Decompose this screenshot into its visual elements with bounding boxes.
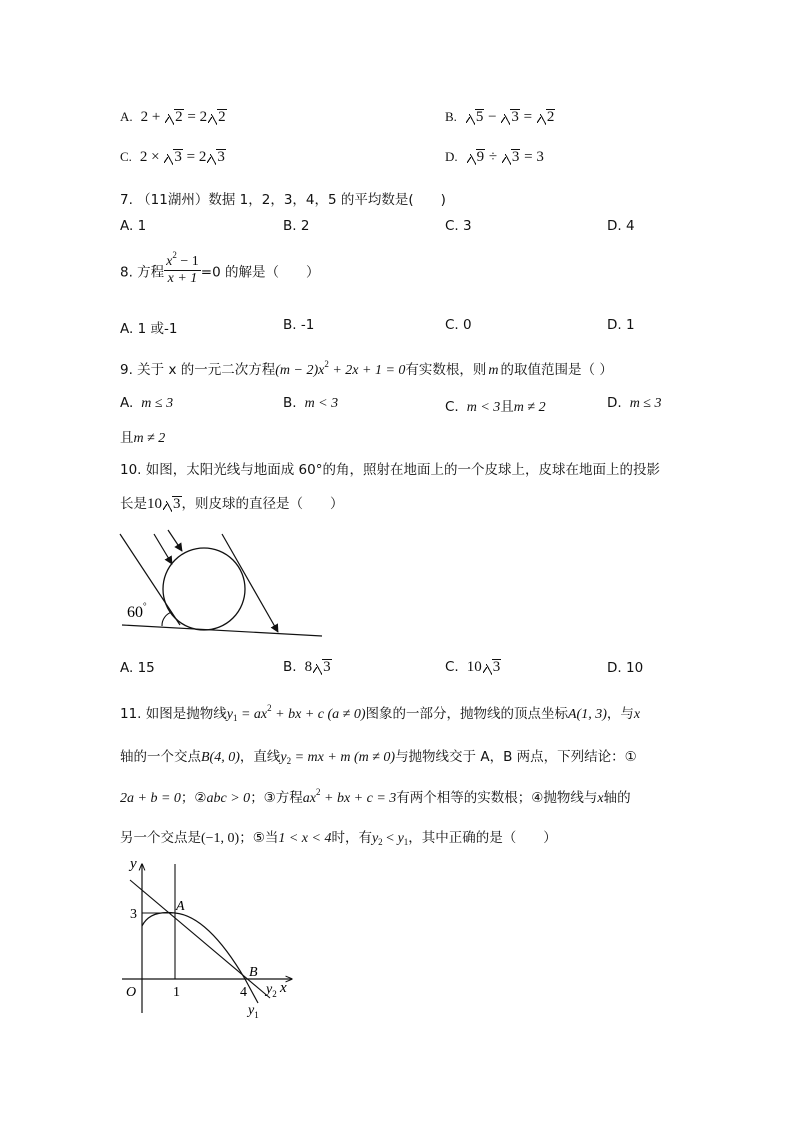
option-math: m ≤ 3	[141, 396, 174, 411]
q10-stem-line1: 10. 如图，太阳光线与地面成 60°的角，照射在地面上的一个皮球上，皮球在地面上的投影	[120, 462, 660, 478]
radicand: 3	[174, 149, 182, 165]
option-math: m ≠ 2	[133, 431, 166, 446]
q11-text: 有两个相等的实数根；④抛物线与	[396, 790, 598, 806]
q11-text: ；③方程	[250, 790, 303, 806]
q11-line-eq	[280, 750, 395, 765]
q7-stem: 7. （11湖州）数据 1，2，3，4，5 的平均数是( )	[120, 192, 446, 208]
sun-ray-2	[154, 534, 172, 564]
q11-text: ，直线	[239, 749, 281, 765]
q11-point-b: B(4, 0)	[201, 750, 240, 765]
eq-part: (m − 2)x	[275, 363, 325, 378]
radicand: 3	[511, 109, 519, 125]
q6-b-letter: B.	[445, 109, 457, 124]
q10-coef: 10	[147, 496, 162, 512]
q10-post: ，则皮球的直径是（ ）	[181, 496, 344, 512]
radicand: 9	[476, 149, 485, 165]
q11-parabola-eq	[226, 703, 366, 723]
sqrt	[163, 495, 182, 513]
eq-part: + 2x + 1 = 0	[328, 363, 406, 378]
q8-option-b: B. -1	[283, 317, 315, 333]
q9-mid: 有实数根，则	[405, 362, 487, 378]
radicand: 3	[492, 659, 501, 675]
q10-pre: 长是	[120, 496, 147, 512]
num-rest: − 1	[176, 254, 199, 269]
q11-text: ，与	[606, 706, 634, 722]
eq-y: y	[371, 831, 379, 846]
eq-y: y	[280, 750, 287, 765]
q11-point-a: A(1, 3)	[568, 707, 607, 722]
label-y1: $y_1$	[248, 1003, 259, 1020]
q8-stem	[120, 250, 320, 287]
sqrt	[502, 148, 521, 166]
q6-option-d	[445, 148, 544, 166]
label-x: x	[280, 980, 287, 996]
q9-option-a	[120, 395, 173, 412]
line-y2	[130, 880, 270, 998]
label-4: 4	[240, 985, 247, 1000]
option-letter: C.	[445, 399, 459, 415]
q11-eq	[302, 787, 397, 806]
radicand: 3	[173, 496, 181, 512]
option-coef: 10	[466, 659, 482, 675]
option-letter: B.	[283, 659, 297, 675]
sqrt	[313, 658, 332, 676]
q10-option-c	[445, 658, 501, 676]
sqrt	[483, 658, 502, 676]
sqrt	[467, 148, 486, 166]
label-1: 1	[173, 985, 180, 1000]
sqrt	[466, 108, 485, 126]
option-letter: B.	[283, 395, 297, 411]
radicand: 3	[217, 149, 225, 165]
eq-sub: 1	[232, 713, 238, 723]
q9-option-d-continued	[120, 426, 165, 447]
q10-option-b	[283, 658, 332, 676]
eq-y: y	[226, 707, 233, 722]
radicand: 3	[511, 149, 520, 165]
q8-option-a: A. 1 或-1	[120, 321, 178, 337]
q6-c-letter: C.	[120, 149, 132, 164]
eq-sub: 2	[286, 756, 292, 766]
option-letter: A.	[120, 395, 134, 411]
eq-exp: 2	[267, 703, 272, 713]
eq-part: = mx + m (m ≠ 0)	[291, 750, 396, 765]
sun-ray-3	[168, 530, 182, 551]
option-math: m < 3	[466, 400, 501, 415]
eq-part: ax	[302, 791, 317, 806]
q11-text: 与抛物线交于 A，B 两点，下列结论：①	[395, 749, 637, 765]
num-exp: 2	[172, 250, 177, 260]
q11-graph-figure	[110, 850, 310, 1022]
label-y: y	[130, 856, 137, 872]
num-var: x	[166, 254, 173, 269]
eq-lt: <	[382, 831, 398, 846]
label-3: 3	[130, 907, 137, 922]
q9-prefix: 9. 关于 x 的一元二次方程	[120, 362, 276, 378]
q10-option-d: D. 10	[607, 660, 644, 676]
sqrt	[501, 108, 520, 126]
option-math: m ≤ 3	[629, 396, 662, 411]
q11-text: ；⑤当	[239, 830, 279, 846]
option-and: 且	[120, 430, 134, 446]
q8-option-d: D. 1	[607, 317, 635, 333]
q11-text: 另一个交点是	[120, 830, 201, 846]
q11-eq: 2a + b = 0	[120, 791, 181, 806]
q11-point: (−1, 0)	[201, 831, 240, 846]
q9-var: m	[488, 363, 499, 378]
eq-part: = ax	[237, 707, 268, 722]
q6-a-lhs: 2 +	[140, 109, 165, 125]
q10-stem-line2	[120, 492, 344, 513]
q11-text: ；②	[180, 790, 207, 806]
eq-sub: 1	[403, 837, 409, 847]
q8-option-c: C. 0	[445, 317, 472, 333]
eq-part: + bx + c = 3	[320, 791, 397, 806]
q11-ineq: 1 < x < 4	[278, 831, 332, 846]
q11-text: ，其中正确的是（ ）	[408, 830, 557, 846]
sqrt	[164, 148, 183, 166]
q9-option-b	[283, 395, 338, 412]
q6-c-eq: = 2	[182, 149, 207, 165]
sqrt	[208, 108, 227, 126]
q11-line2	[120, 745, 637, 766]
q10-sun-ball-figure	[110, 528, 330, 643]
q9-equation	[275, 359, 406, 378]
q6-d-letter: D.	[445, 149, 458, 164]
radicand: 2	[218, 109, 226, 125]
q11-x: x	[597, 791, 604, 806]
q9-option-d	[607, 395, 661, 412]
label-O: O	[126, 985, 137, 1000]
q6-option-b	[445, 108, 555, 126]
eq-part: + bx + c (a ≠ 0)	[271, 707, 366, 722]
sun-ray-right	[222, 534, 278, 632]
q9-stem	[120, 358, 613, 379]
q6-d-eq: = 3	[520, 149, 544, 165]
q7-option-b: B. 2	[283, 218, 310, 234]
eq-exp: 2	[316, 787, 321, 797]
radicand: 3	[323, 659, 331, 675]
option-coef: 8	[304, 659, 313, 675]
sqrt	[207, 148, 226, 166]
q11-line4	[120, 826, 557, 847]
option-letter: C.	[445, 659, 459, 675]
q11-x: x	[633, 707, 641, 722]
label-y2: $y_2$	[266, 982, 277, 999]
angle-label: 60°	[127, 601, 147, 621]
option-and: 且	[500, 399, 514, 415]
q7-option-d: D. 4	[607, 218, 635, 234]
q6-b-op: −	[484, 109, 501, 125]
q11-text: 轴的一个交点	[120, 749, 201, 765]
q6-c-lhs: 2 ×	[139, 149, 164, 165]
label-A: A	[176, 899, 185, 914]
q6-option-c	[120, 148, 226, 166]
q6-option-a	[120, 108, 227, 126]
q11-text: 轴的	[603, 790, 631, 806]
q11-line3	[120, 786, 631, 807]
q6-d-op: ÷	[485, 149, 501, 165]
radicand: 2	[546, 109, 555, 125]
ground-line	[122, 625, 322, 636]
label-B: B	[249, 965, 258, 980]
sqrt	[165, 108, 184, 126]
q6-b-eq: =	[519, 109, 536, 125]
q7-option-c: C. 3	[445, 218, 472, 234]
q6-a-eq: = 2	[183, 109, 208, 125]
q11-eq: abc > 0	[206, 791, 251, 806]
q11-text: 时，有	[331, 830, 372, 846]
angle-arc	[162, 612, 172, 626]
radicand: 5	[475, 109, 484, 125]
q9-option-c	[445, 395, 546, 416]
q8-fraction	[164, 250, 201, 287]
q6-a-letter: A.	[120, 109, 133, 124]
eq-y: y	[397, 831, 404, 846]
q11-text: 11. 如图是抛物线	[120, 706, 227, 722]
q11-compare	[372, 831, 408, 846]
fraction-denominator: x + 1	[167, 271, 198, 286]
q10-option-a: A. 15	[120, 660, 155, 676]
q11-text: 图象的一部分，抛物线的顶点坐标	[365, 706, 568, 722]
option-math: m ≠ 2	[513, 400, 546, 415]
eq-sub: 2	[378, 837, 383, 847]
fraction-numerator	[164, 250, 201, 271]
eq-exp: 2	[324, 359, 329, 369]
option-letter: D.	[607, 395, 622, 411]
q8-suffix: =0 的解是（ ）	[200, 264, 320, 281]
q8-prefix: 8. 方程	[120, 264, 165, 281]
option-math: m < 3	[304, 396, 339, 411]
q7-option-a: A. 1	[120, 218, 147, 234]
radicand: 2	[175, 109, 183, 125]
q9-suffix: 的取值范围是（ ）	[500, 362, 613, 378]
sqrt	[537, 108, 556, 126]
q11-line1	[120, 702, 640, 723]
